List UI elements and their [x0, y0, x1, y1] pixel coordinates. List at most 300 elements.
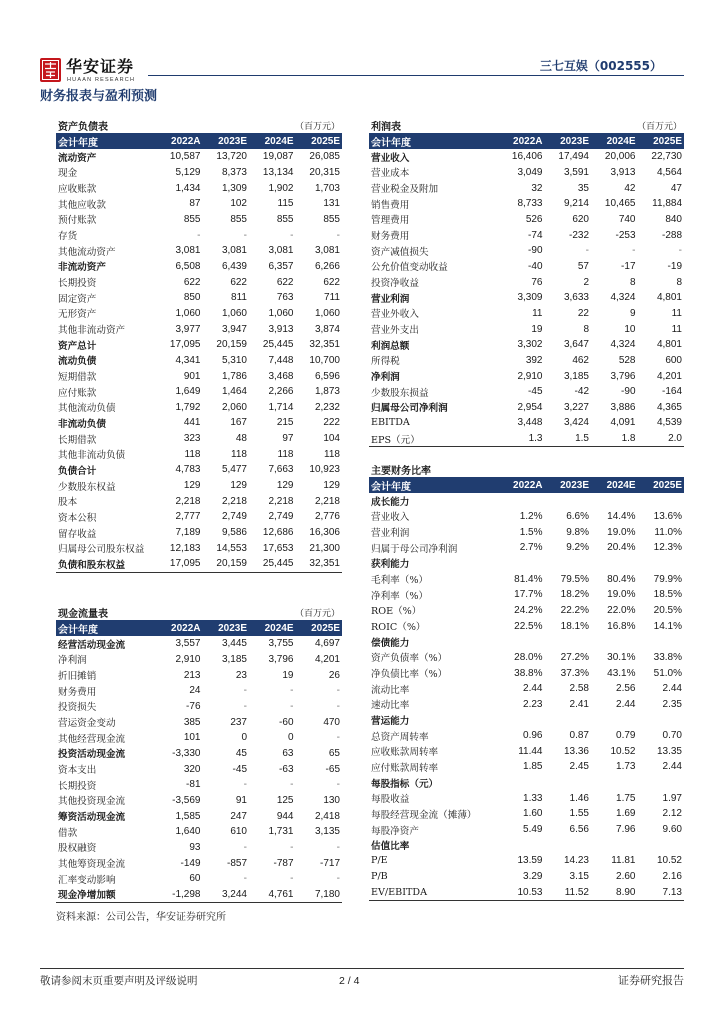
- value-2023e: 247: [230, 810, 247, 822]
- value-2022a: 17.7%: [514, 589, 543, 601]
- table-row: [369, 400, 684, 416]
- value-2024e: -: [290, 779, 294, 791]
- value-2022a: 19: [531, 323, 543, 335]
- value-2023e: 13,720: [216, 151, 247, 163]
- value-2024e: 4,091: [610, 417, 636, 429]
- value-2024e: 17,653: [262, 542, 294, 554]
- value-2024e: 42: [624, 182, 636, 194]
- value-2023e: -: [243, 779, 247, 791]
- value-2022a: 3.29: [523, 871, 543, 883]
- value-2025e: -: [336, 229, 340, 241]
- value-2023e: 462: [572, 354, 589, 366]
- value-2023e: 620: [572, 213, 589, 225]
- value-2025e: -: [336, 873, 340, 885]
- value-2022a: 87: [189, 198, 201, 210]
- value-2023e: 22: [577, 307, 589, 319]
- value-2023e: 622: [230, 276, 247, 288]
- row-label: 短期借款: [58, 372, 97, 384]
- row-label: 净利率（%）: [371, 590, 429, 602]
- value-2023e: -: [243, 685, 247, 697]
- value-2024e: 10.52: [610, 745, 636, 757]
- value-2025e: -19: [667, 260, 682, 272]
- value-2025e: 2.44: [662, 683, 682, 695]
- value-2025e: 4,801: [656, 339, 682, 351]
- value-2025e: 32,351: [309, 339, 340, 351]
- row-label: 每股指标（元）: [371, 778, 439, 790]
- row-label: 股权融资: [58, 843, 97, 855]
- value-2023e: 35: [577, 182, 589, 194]
- value-2025e: -: [336, 841, 340, 853]
- row-label: 毛利率（%）: [371, 575, 429, 587]
- row-label: 资本支出: [58, 765, 97, 777]
- row-label: ROE（%）: [371, 606, 422, 618]
- value-2022a: -1,298: [172, 888, 201, 900]
- value-2022a: 622: [183, 276, 201, 288]
- value-2022a: 17,095: [169, 558, 201, 570]
- balance-sheet-table: [56, 118, 342, 573]
- value-2024e: 855: [276, 213, 294, 225]
- section-title: 财务报表与盈利预测: [40, 89, 158, 104]
- value-2025e: 4,801: [656, 292, 682, 304]
- value-2025e: 7,180: [314, 888, 340, 900]
- table-title-row: [56, 118, 342, 133]
- page-number: 2 / 4: [339, 975, 360, 987]
- row-label: 财务费用: [371, 231, 410, 243]
- table-row: [56, 855, 342, 871]
- value-2023e: 3,244: [221, 888, 247, 900]
- value-2023e: 6.56: [569, 824, 589, 836]
- table-row: [56, 761, 342, 777]
- column-header: 会计年度: [58, 137, 98, 149]
- stock-name: 三七互娱（002555）: [539, 59, 662, 73]
- table-row: [369, 290, 684, 306]
- column-header: 2022A: [513, 479, 543, 491]
- row-label: 固定资产: [58, 293, 97, 305]
- table-row: [369, 165, 684, 181]
- value-2024e: 16.8%: [607, 620, 636, 632]
- table-row: [369, 634, 684, 650]
- row-label: 应收账款: [58, 184, 97, 196]
- value-2022a: 1.85: [523, 761, 543, 773]
- table-row: [369, 415, 684, 431]
- row-label: 资产总计: [58, 340, 97, 352]
- table-row: [369, 306, 684, 322]
- column-header: 2022A: [171, 135, 201, 147]
- value-2022a: 0.96: [523, 730, 543, 742]
- value-2025e: 11,884: [652, 198, 682, 210]
- value-2022a: 901: [183, 370, 201, 382]
- value-2022a: 3,049: [517, 166, 543, 178]
- value-2022a: 1,792: [175, 401, 201, 413]
- table-header-row: [56, 620, 342, 636]
- row-label: 营业成本: [371, 168, 410, 180]
- table-row: [56, 887, 342, 903]
- table-body: [369, 493, 684, 901]
- table-row: [56, 227, 342, 243]
- value-2023e: 3,227: [563, 401, 589, 413]
- value-2022a: 7,189: [175, 527, 201, 539]
- table-row: [56, 149, 342, 165]
- column-header: 会计年度: [371, 137, 411, 149]
- value-2025e: 470: [323, 716, 340, 728]
- value-2025e: 4,539: [656, 417, 682, 429]
- value-2024e: -: [290, 229, 294, 241]
- row-label: 归属母公司股东权益: [58, 544, 145, 556]
- value-2025e: 2,418: [314, 810, 340, 822]
- row-label: 筹资活动现金流: [58, 812, 126, 824]
- value-2023e: 14,553: [216, 542, 247, 554]
- value-2024e: -63: [279, 763, 294, 775]
- value-2022a: 8,733: [517, 198, 543, 210]
- value-2022a: 3,977: [175, 323, 201, 335]
- value-2023e: 22.2%: [560, 604, 589, 616]
- table-row: [369, 321, 684, 337]
- row-label: EPS（元）: [371, 434, 420, 446]
- table-row: [369, 180, 684, 196]
- row-label: 预付账款: [58, 215, 97, 227]
- value-2022a: -: [197, 229, 201, 241]
- value-2024e: 1.73: [616, 761, 636, 773]
- value-2025e: 33.8%: [653, 651, 682, 663]
- column-header: 2022A: [513, 135, 543, 147]
- row-label: P/E: [371, 855, 388, 867]
- value-2022a: 2,777: [175, 511, 201, 523]
- value-2023e: 27.2%: [560, 651, 589, 663]
- table-row: [56, 824, 342, 840]
- value-2023e: 8,373: [221, 166, 247, 178]
- value-2025e: -717: [319, 857, 340, 869]
- row-label: 无形资产: [58, 309, 97, 321]
- value-2023e: 20,159: [216, 339, 247, 351]
- value-2023e: -: [243, 873, 247, 885]
- value-2023e: 37.3%: [560, 667, 589, 679]
- row-label: 应付账款: [58, 387, 97, 399]
- value-2022a: 2.44: [523, 683, 543, 695]
- value-2024e: 740: [618, 213, 636, 225]
- value-2024e: 3,796: [610, 370, 636, 382]
- value-2024e: 622: [276, 276, 294, 288]
- value-2024e: 22.0%: [607, 604, 636, 616]
- value-2024e: 1.8: [621, 433, 636, 445]
- value-2022a: 1.5%: [519, 526, 543, 538]
- value-2022a: 1.33: [523, 792, 543, 804]
- value-2022a: 101: [183, 732, 201, 744]
- value-2024e: 20.4%: [607, 542, 636, 554]
- value-2024e: 3,081: [268, 245, 294, 257]
- value-2022a: 1,060: [175, 307, 201, 319]
- table-row: [369, 665, 684, 681]
- value-2024e: 30.1%: [607, 651, 636, 663]
- value-2024e: 2,218: [268, 495, 294, 507]
- value-2025e: 4,201: [314, 653, 340, 665]
- value-2024e: 43.1%: [607, 667, 636, 679]
- logo-subtext: HUAAN RESEARCH: [67, 77, 136, 83]
- column-header: 2023E: [218, 622, 247, 634]
- value-2025e: 1,060: [314, 307, 340, 319]
- column-header: 会计年度: [371, 481, 411, 493]
- value-2023e: 2,749: [221, 511, 247, 523]
- row-label: 营运资金变动: [58, 718, 116, 730]
- row-label: ROIC（%）: [371, 622, 426, 634]
- value-2025e: 1,703: [314, 182, 340, 194]
- table-row: [369, 259, 684, 275]
- row-label: 资产减值损失: [371, 246, 429, 258]
- table-row: [369, 759, 684, 775]
- row-label: 利润总额: [371, 340, 410, 352]
- column-header: 2024E: [606, 479, 636, 491]
- table-header-row: [369, 477, 684, 493]
- value-2023e: 57: [577, 260, 589, 272]
- table-row: [369, 524, 684, 540]
- value-2024e: -90: [621, 386, 636, 398]
- table-row: [369, 493, 684, 509]
- value-2023e: 2.41: [569, 698, 589, 710]
- value-2023e: 6,439: [221, 260, 247, 272]
- row-label: 流动负债: [58, 356, 97, 368]
- row-label: 净负债比率（%）: [371, 669, 448, 681]
- value-2024e: 6,357: [268, 260, 294, 272]
- value-2025e: 2.0: [668, 433, 682, 445]
- column-header: 2023E: [560, 479, 589, 491]
- table-row: [56, 290, 342, 306]
- value-2023e: 3,591: [563, 166, 589, 178]
- value-2023e: 8: [583, 323, 589, 335]
- row-label: 速动比率: [371, 700, 410, 712]
- value-2025e: 2.35: [662, 698, 682, 710]
- value-2025e: 22,730: [651, 151, 682, 163]
- value-2023e: 5,477: [221, 464, 247, 476]
- value-2024e: 3,755: [268, 638, 294, 650]
- value-2024e: 14.4%: [607, 510, 636, 522]
- table-row: [56, 212, 342, 228]
- value-2023e: 3.15: [569, 871, 589, 883]
- value-2025e: 0.70: [662, 730, 682, 742]
- value-2025e: 2.16: [662, 871, 682, 883]
- table-row: [369, 822, 684, 838]
- value-2023e: 18.1%: [560, 620, 589, 632]
- value-2022a: -45: [528, 386, 543, 398]
- row-label: 所得税: [371, 356, 400, 368]
- value-2025e: -: [336, 732, 340, 744]
- table-row: [56, 683, 342, 699]
- value-2022a: 118: [184, 448, 201, 460]
- table-title: 资产负债表: [58, 122, 108, 133]
- table-row: [369, 744, 684, 760]
- value-2025e: 4,564: [656, 166, 682, 178]
- value-2024e: 115: [277, 198, 294, 210]
- table-row: [369, 603, 684, 619]
- value-2022a: 24: [189, 685, 201, 697]
- value-2024e: 1.75: [616, 792, 636, 804]
- row-label: 估值比率: [371, 841, 410, 853]
- value-2023e: -: [243, 700, 247, 712]
- table-row: [56, 793, 342, 809]
- value-2024e: 7.96: [616, 824, 636, 836]
- value-2025e: 118: [324, 448, 340, 460]
- row-label: 营运能力: [371, 716, 410, 728]
- value-2022a: 2,954: [517, 401, 543, 413]
- value-2022a: 1,585: [175, 810, 201, 822]
- value-2022a: -90: [528, 245, 543, 257]
- value-2022a: 60: [189, 873, 201, 885]
- value-2025e: 131: [323, 198, 340, 210]
- table-row: [56, 384, 342, 400]
- value-2025e: 26: [328, 669, 340, 681]
- value-2025e: 16,306: [309, 527, 340, 539]
- value-2025e: 10,700: [309, 354, 340, 366]
- value-2025e: 4,201: [656, 370, 682, 382]
- table-row: [369, 212, 684, 228]
- row-label: 流动比率: [371, 684, 410, 696]
- table-row: [56, 808, 342, 824]
- value-2025e: 26,085: [309, 151, 340, 163]
- value-2024e: 97: [282, 433, 294, 445]
- value-2022a: 3,448: [517, 417, 543, 429]
- row-label: 销售费用: [371, 199, 410, 211]
- column-header: 2022A: [171, 622, 201, 634]
- value-2023e: 3,081: [221, 245, 247, 257]
- value-2022a: 3,557: [175, 638, 201, 650]
- row-label: 流动资产: [58, 152, 97, 164]
- row-label: 应收账款周转率: [371, 747, 439, 759]
- value-2024e: 0: [287, 732, 294, 744]
- row-label: 其他筹资现金流: [58, 859, 126, 871]
- cash-flow-table: [56, 605, 342, 903]
- column-header: 会计年度: [58, 624, 98, 636]
- table-row: [56, 525, 342, 541]
- value-2023e: 118: [231, 448, 247, 460]
- table-row: [56, 746, 342, 762]
- value-2023e: 2: [583, 276, 589, 288]
- table-row: [56, 415, 342, 431]
- value-2022a: 3,081: [175, 245, 201, 257]
- table-title: 利润表: [371, 122, 401, 133]
- value-2022a: -81: [186, 779, 201, 791]
- value-2022a: 323: [183, 433, 201, 445]
- value-2024e: 2.60: [616, 871, 636, 883]
- value-2022a: 5.49: [523, 824, 543, 836]
- value-2023e: 20,159: [216, 558, 247, 570]
- value-2023e: -45: [232, 763, 247, 775]
- value-2023e: 167: [230, 417, 247, 429]
- table-unit: （百万元）: [294, 609, 340, 619]
- value-2022a: 850: [183, 292, 201, 304]
- table-row: [56, 714, 342, 730]
- table-row: [56, 259, 342, 275]
- row-label: 其他流动负债: [58, 403, 116, 415]
- value-2022a: -74: [528, 229, 543, 241]
- value-2024e: 11.81: [611, 855, 636, 867]
- value-2025e: 21,300: [309, 542, 340, 554]
- value-2024e: 0.79: [616, 730, 636, 742]
- table-row: [56, 306, 342, 322]
- value-2024e: 2.44: [616, 698, 636, 710]
- value-2022a: 93: [189, 841, 201, 853]
- footer-divider: [40, 968, 684, 969]
- row-label: 长期投资: [58, 780, 97, 792]
- value-2023e: 17,494: [558, 151, 589, 163]
- value-2025e: 20.5%: [653, 604, 682, 616]
- row-label: 长期投资: [58, 278, 97, 290]
- header-divider: [148, 75, 684, 76]
- row-label: 经营活动现金流: [58, 639, 126, 651]
- value-2024e: 25,445: [262, 339, 294, 351]
- table-row: [56, 400, 342, 416]
- value-2023e: -42: [574, 386, 589, 398]
- value-2023e: 1,786: [221, 370, 247, 382]
- value-2022a: 2,218: [175, 495, 201, 507]
- table-row: [56, 462, 342, 478]
- row-label: 现金: [58, 168, 78, 180]
- table-row: [369, 509, 684, 525]
- value-2024e: 118: [277, 448, 294, 460]
- value-2023e: 129: [230, 480, 247, 492]
- table-row: [56, 478, 342, 494]
- value-2025e: 840: [665, 213, 682, 225]
- value-2023e: 2.58: [569, 683, 589, 695]
- value-2022a: 10,587: [169, 151, 201, 163]
- value-2025e: 9.60: [662, 824, 682, 836]
- table-unit: （百万元）: [636, 122, 682, 132]
- value-2025e: 6,266: [314, 260, 340, 272]
- row-label: 成长能力: [371, 496, 410, 508]
- row-label: 营业收入: [371, 152, 410, 164]
- table-row: [369, 681, 684, 697]
- table-body: [56, 149, 342, 573]
- value-2025e: 855: [323, 213, 340, 225]
- value-2022a: -149: [180, 857, 201, 869]
- value-2022a: 12,183: [169, 542, 201, 554]
- value-2025e: 6,596: [314, 370, 340, 382]
- value-2022a: 2.23: [523, 698, 543, 710]
- value-2022a: 392: [525, 354, 543, 366]
- table-row: [56, 493, 342, 509]
- value-2023e: 9.8%: [566, 526, 589, 538]
- value-2025e: 130: [323, 794, 340, 806]
- row-label: 存货: [58, 231, 78, 243]
- value-2023e: 45: [235, 747, 247, 759]
- value-2025e: 32,351: [309, 558, 340, 570]
- row-label: 非流动资产: [58, 262, 106, 274]
- table-row: [56, 556, 342, 572]
- value-2024e: 25,445: [262, 558, 294, 570]
- value-2024e: 3,468: [268, 370, 294, 382]
- row-label: 股本: [58, 497, 78, 509]
- value-2023e: 91: [235, 794, 247, 806]
- value-2025e: 222: [323, 417, 340, 429]
- value-2022a: -76: [186, 700, 201, 712]
- table-row: [369, 712, 684, 728]
- value-2025e: 711: [324, 292, 340, 304]
- value-2025e: 3,874: [314, 323, 340, 335]
- row-label: 留存收益: [58, 528, 97, 540]
- table-title-row: [369, 118, 684, 133]
- value-2025e: 8: [676, 276, 682, 288]
- value-2024e: 19,087: [262, 151, 294, 163]
- table-row: [369, 884, 684, 900]
- row-label: 非流动负债: [58, 418, 106, 430]
- value-2023e: 9,586: [221, 527, 247, 539]
- value-2025e: 2.12: [662, 808, 682, 820]
- table-row: [369, 853, 684, 869]
- value-2022a: 1.3: [528, 433, 543, 445]
- value-2022a: 4,341: [175, 354, 201, 366]
- row-label: 公允价值变动收益: [371, 262, 448, 274]
- value-2024e: 8: [629, 276, 636, 288]
- table-title-row: [56, 605, 342, 620]
- row-label: 其他应收款: [58, 199, 106, 211]
- value-2024e: 129: [276, 480, 294, 492]
